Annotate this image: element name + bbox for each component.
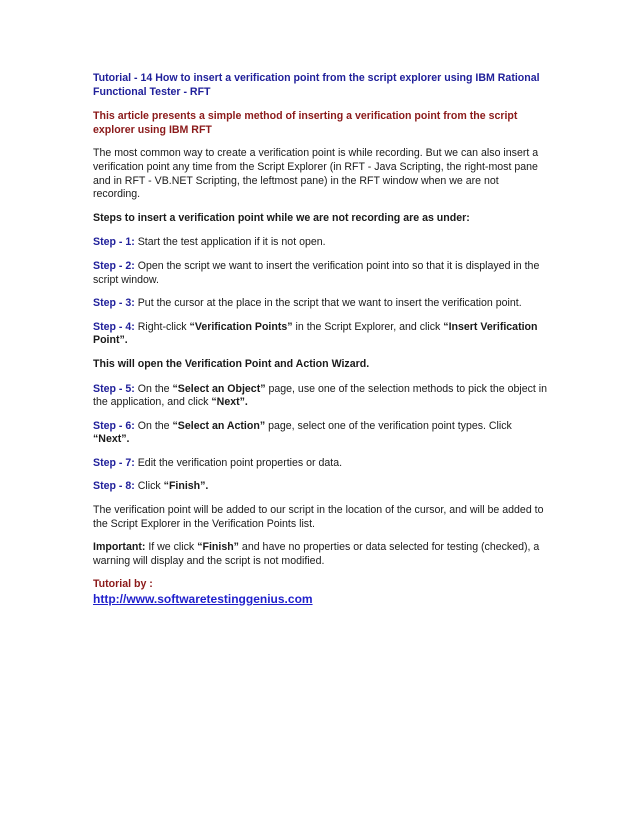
important-label: Important: (93, 541, 146, 554)
step-6-label: Step - 6: (93, 419, 135, 432)
step-4-label: Step - 4: (93, 320, 135, 333)
important-note (93, 541, 548, 568)
website-link[interactable]: http://www.softwaretestinggenius.com (93, 592, 313, 607)
step-3 (93, 297, 548, 311)
step-6 (93, 420, 548, 447)
step-4-text-pre: Right-click (134, 320, 190, 333)
step-6-bold-select-action: “Select an Action” (172, 419, 266, 432)
step-8-label: Step - 8: (93, 480, 135, 493)
step-3-text: Put the cursor at the place in the script that we want to insert the verification point. (134, 297, 522, 310)
step-4-bold-insert-verification-point: “Insert Verification Point”. (93, 320, 538, 347)
step-5-text-pre: On the (134, 382, 173, 395)
step-7-label: Step - 7: (93, 456, 135, 469)
step-7 (93, 457, 548, 471)
step-3-label: Step - 3: (93, 297, 135, 310)
step-8 (93, 480, 548, 494)
step-6-text-pre: On the (134, 419, 173, 432)
result-paragraph: The verification point will be added to our script in the location of the cursor, and will be added to the Script Explorer in the Verification Points list. (93, 504, 544, 530)
step-1-text: Start the test application if it is not open. (134, 236, 326, 249)
step-2-label: Step - 2: (93, 259, 135, 272)
step-1-label: Step - 1: (93, 236, 135, 249)
intro-paragraph: The most common way to create a verification point is while recording. But we can also insert a verification point any time from the Script Explorer (in RFT - Java Scripting, the right-most pane and in RFT - VB.NET Scripting, the leftmost pane) in the RFT window when we are not recording. (93, 147, 539, 201)
step-7-text: Edit the verification point properties or data. (134, 456, 343, 469)
step-2-text: Open the script we want to insert the verification point into so that it is displayed in the script window. (93, 259, 540, 286)
important-text-mid: and have no properties or data selected for testing (checked), a warning will display and the script is not modified. (93, 541, 540, 567)
document-subtitle: This article presents a simple method of inserting a verification point from the script explorer using IBM RFT (93, 110, 518, 136)
step-5-label: Step - 5: (93, 382, 135, 395)
step-4-text-mid: in the Script Explorer, and click (292, 320, 444, 333)
step-4 (93, 321, 548, 348)
steps-heading: Steps to insert a verification point while we are not recording are as under: (93, 211, 470, 224)
step-5 (93, 383, 548, 410)
step-1 (93, 236, 548, 250)
step-5-bold-next: “Next”. (211, 396, 248, 409)
step-5-text-mid: page, use one of the selection methods to pick the object in the application, and click (93, 382, 548, 409)
important-text-pre: If we click (145, 541, 198, 554)
step-4-bold-verification-points: “Verification Points” (189, 320, 293, 333)
step-8-text-pre: Click (134, 480, 164, 493)
document-title: Tutorial - 14 How to insert a verification point from the script explorer using IBM Rational Functional Tester - RFT (93, 72, 540, 98)
document-page (93, 72, 548, 608)
step-8-bold-finish: “Finish”. (163, 480, 209, 493)
wizard-note: This will open the Verification Point and Action Wizard. (93, 357, 370, 370)
important-bold-finish: “Finish” (197, 541, 239, 554)
step-5-bold-select-object: “Select an Object” (172, 382, 266, 395)
step-6-text-mid: page, select one of the verification point types. Click (265, 419, 512, 432)
step-6-bold-next: “Next”. (93, 433, 130, 446)
tutorial-by-label: Tutorial by : (93, 578, 153, 591)
step-2 (93, 260, 548, 287)
